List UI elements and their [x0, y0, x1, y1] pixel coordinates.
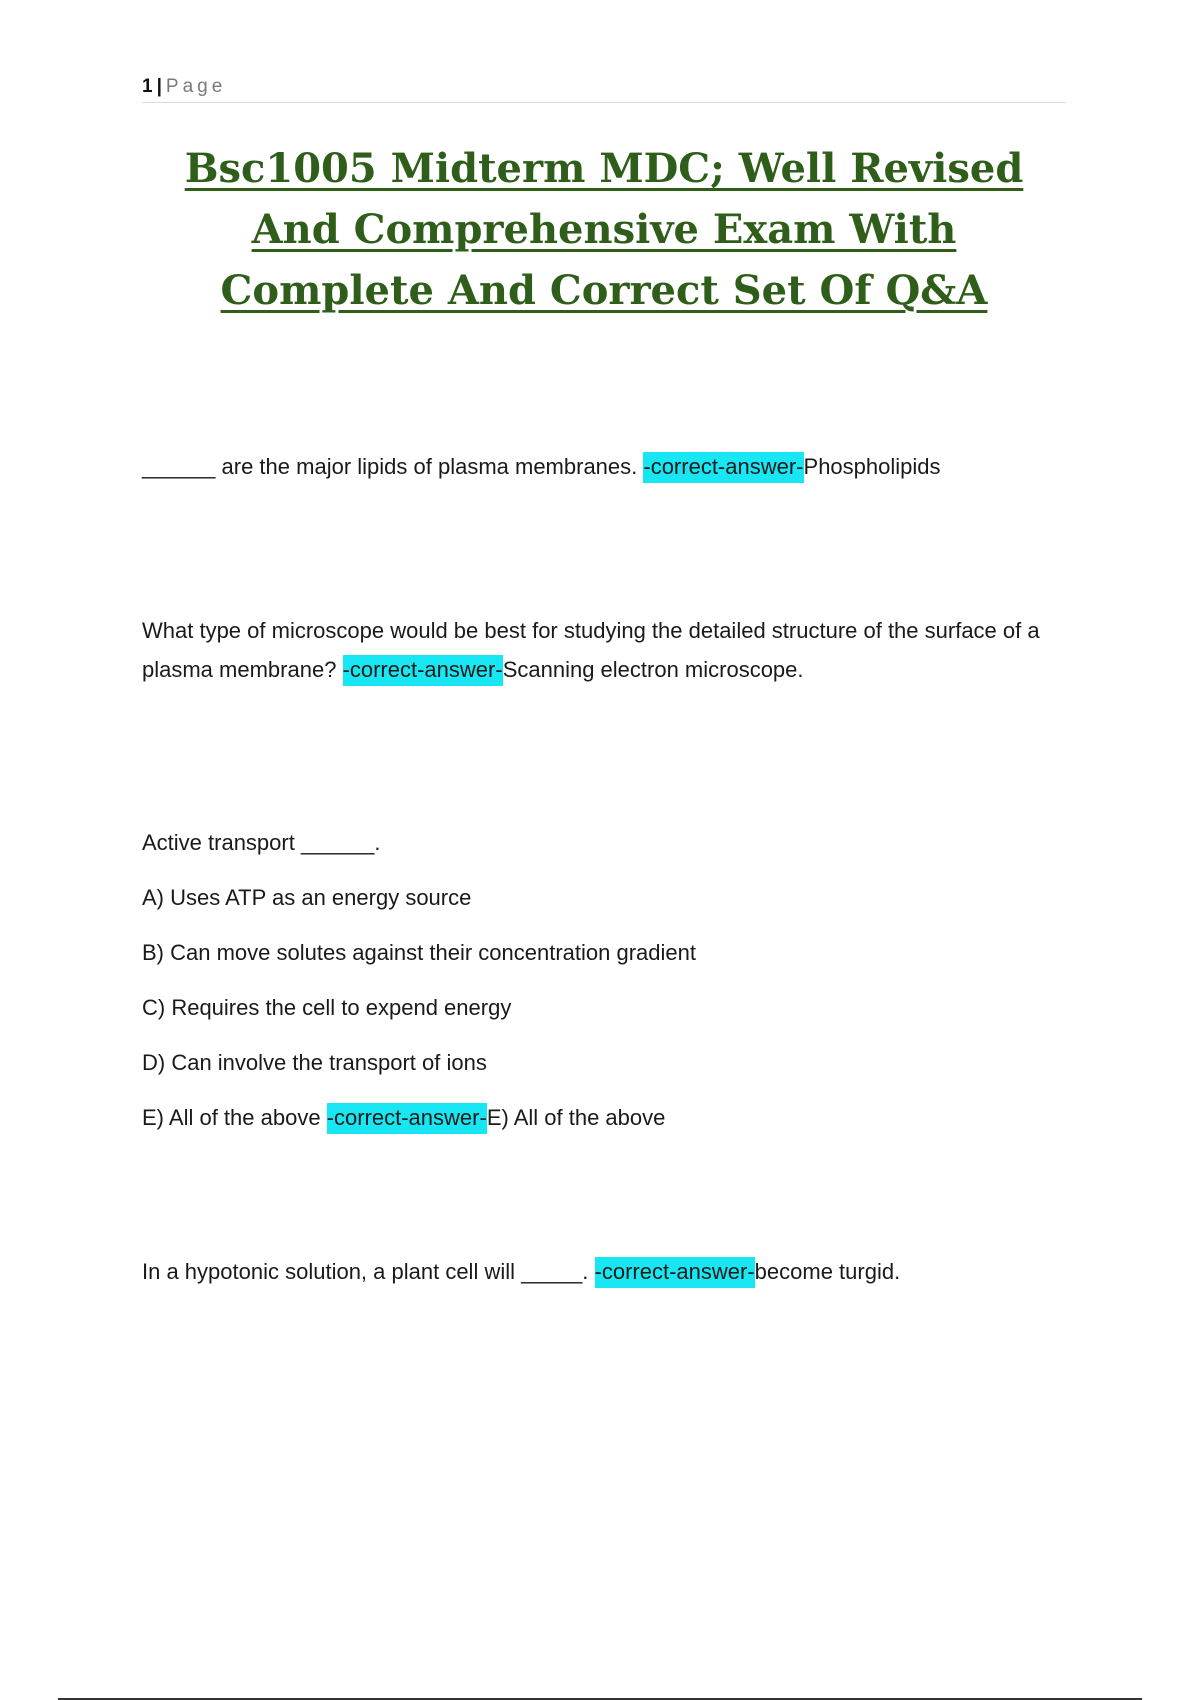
choice-a: A) Uses ATP as an energy source	[142, 885, 472, 910]
choice-e-line	[142, 1090, 1066, 1145]
correct-answer-marker: -correct-answer-	[643, 452, 803, 483]
question-1-line	[142, 447, 1066, 486]
choice-d: D) Can involve the transport of ions	[142, 1050, 487, 1075]
question-3-answer: E) All of the above	[486, 1105, 666, 1130]
question-3-body	[142, 815, 1066, 1145]
page-header	[142, 72, 1066, 103]
correct-answer-marker: -correct-answer-	[327, 1103, 487, 1134]
correct-answer-marker: -correct-answer-	[595, 1257, 755, 1288]
page-number: 1	[142, 76, 153, 97]
question-3-stem: Active transport ______.	[142, 830, 381, 855]
document-title: Bsc1005 Midterm MDC; Well Revised And Comprehensive Exam With Complete And Correct Set Of Q&A	[184, 145, 1024, 314]
question-3	[142, 815, 1066, 1145]
page-label: Page	[165, 76, 227, 97]
question-1	[142, 447, 1066, 486]
question-1-text: ______ are the major lipids of plasma membranes.	[142, 454, 644, 479]
question-4-line	[142, 1252, 1066, 1291]
question-2-line	[142, 611, 1066, 689]
page-separator: |	[156, 76, 162, 97]
question-4-text: In a hypotonic solution, a plant cell will _____.	[142, 1259, 595, 1284]
question-2-text: What type of microscope would be best for studying the detailed structure of the surface of a plasma membrane?	[142, 618, 1040, 682]
choice-e: E) All of the above	[142, 1105, 327, 1130]
question-2	[142, 611, 1066, 689]
correct-answer-marker: -correct-answer-	[343, 655, 503, 686]
question-4-answer: become turgid.	[754, 1259, 901, 1284]
choice-c: C) Requires the cell to expend energy	[142, 995, 512, 1020]
question-2-answer: Scanning electron microscope.	[502, 657, 804, 682]
question-1-answer: Phospholipids	[803, 454, 941, 479]
question-4	[142, 1252, 1066, 1291]
choice-b: B) Can move solutes against their concentration gradient	[142, 940, 696, 965]
